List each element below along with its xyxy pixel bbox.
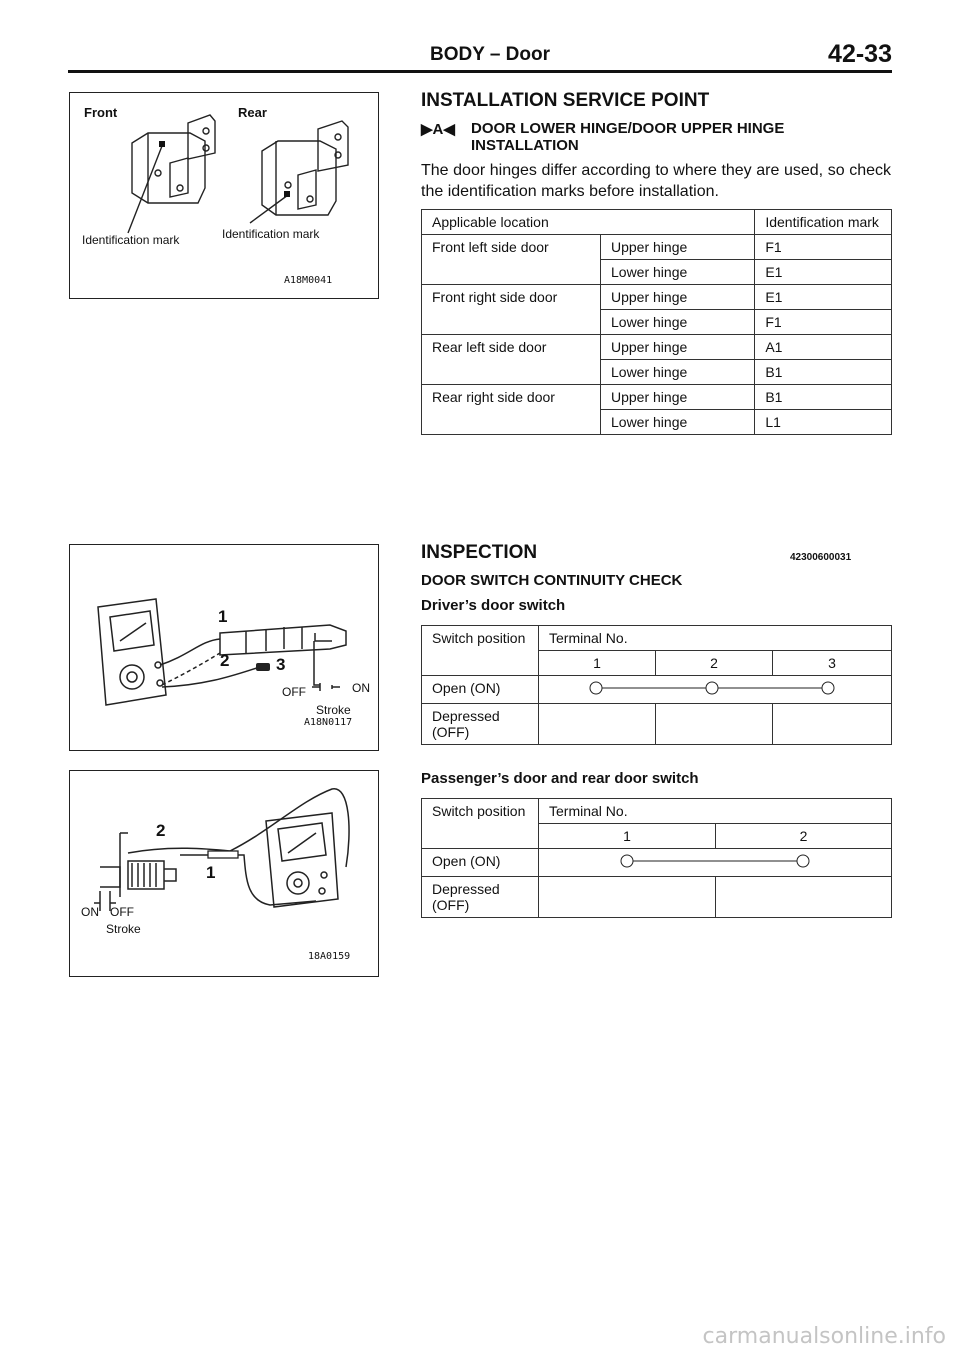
switch-position-cell: Open (ON): [422, 849, 539, 877]
passenger-switch-drawing: [70, 771, 379, 977]
empty-cell: [539, 704, 656, 745]
rear-label: Rear: [238, 105, 267, 120]
terminal-1-label: 1: [206, 863, 216, 882]
on-label: ON: [352, 681, 370, 695]
table-row: [422, 877, 892, 918]
mark-cell: B1: [755, 360, 892, 385]
table-row: [422, 385, 892, 410]
hinge-cell: Lower hinge: [601, 310, 755, 335]
terminal-number: 3: [773, 651, 892, 676]
page-section-title: BODY – Door: [429, 44, 550, 65]
door-cell: Front right side door: [422, 285, 601, 335]
page-number: 42-33: [828, 40, 892, 68]
door-cell: Rear right side door: [422, 385, 601, 435]
driver-switch-figure: [69, 544, 379, 751]
table-header-row: [422, 799, 892, 824]
hinge-cell: Lower hinge: [601, 360, 755, 385]
passenger-switch-figure: [69, 770, 379, 977]
terminal-3-label: 3: [276, 655, 286, 674]
table-row: [422, 285, 892, 310]
mark-cell: A1: [755, 335, 892, 360]
watermark: carmanualsonline.info: [702, 1324, 946, 1349]
id-mark-label-rear: Identification mark: [222, 227, 320, 241]
mark-cell: B1: [755, 385, 892, 410]
col-header-switch-position: Switch position: [422, 626, 539, 676]
table-row: [422, 849, 892, 877]
table-header-row: [422, 210, 892, 235]
inspection-heading: INSPECTION: [421, 542, 538, 563]
terminal-number: 2: [656, 651, 773, 676]
hinge-cell: Upper hinge: [601, 235, 755, 260]
mark-cell: E1: [755, 260, 892, 285]
hinge-identification-table: [421, 209, 892, 435]
hinge-figure: [69, 92, 379, 299]
hinge-cell: Lower hinge: [601, 410, 755, 435]
figure-code: A18N0117: [304, 717, 353, 728]
off-label: OFF: [282, 685, 306, 699]
mark-cell: E1: [755, 285, 892, 310]
hinge-cell: Upper hinge: [601, 285, 755, 310]
mark-cell: F1: [755, 310, 892, 335]
installation-subheading: DOOR LOWER HINGE/DOOR UPPER HINGE INSTALLATION: [471, 120, 785, 154]
figure-code: A18M0041: [284, 275, 333, 286]
continuity-check-heading: DOOR SWITCH CONTINUITY CHECK: [421, 572, 683, 589]
continuity-symbol: [539, 853, 889, 869]
on-label: ON: [81, 905, 99, 919]
passenger-switch-table: [421, 798, 892, 918]
door-cell: Front left side door: [422, 235, 601, 285]
passenger-switch-heading: Passenger’s door and rear door switch: [421, 770, 699, 787]
door-cell: Rear left side door: [422, 335, 601, 385]
empty-cell: [716, 877, 892, 918]
col-header-switch-position: Switch position: [422, 799, 539, 849]
hinge-cell: Lower hinge: [601, 260, 755, 285]
terminal-number: 1: [539, 651, 656, 676]
col-header-location: Applicable location: [422, 210, 755, 235]
stroke-label: Stroke: [316, 703, 351, 717]
hinge-cell: Upper hinge: [601, 335, 755, 360]
table-row: [422, 704, 892, 745]
hinge-drawing: [70, 93, 379, 299]
installation-paragraph: The door hinges differ according to where they are used, so check the identification marks before installation.: [421, 162, 891, 200]
front-label: Front: [84, 105, 118, 120]
header-rule: [68, 70, 892, 73]
empty-cell: [656, 704, 773, 745]
empty-cell: [773, 704, 892, 745]
inspection-code: 42300600031: [790, 552, 852, 563]
table-row: [422, 235, 892, 260]
continuity-cell: [539, 849, 892, 877]
driver-switch-table: [421, 625, 892, 745]
figure-code: 18A0159: [308, 951, 351, 962]
terminal-number: 1: [539, 824, 716, 849]
switch-position-cell: Open (ON): [422, 676, 539, 704]
continuity-cell: [539, 676, 892, 704]
stroke-label: Stroke: [106, 922, 141, 936]
id-mark-label-front: Identification mark: [82, 233, 180, 247]
terminal-2-label: 2: [156, 821, 166, 840]
col-header-mark: Identification mark: [755, 210, 892, 235]
table-row: [422, 335, 892, 360]
empty-cell: [539, 877, 716, 918]
col-header-terminal: Terminal No.: [539, 626, 892, 651]
table-row: [422, 676, 892, 704]
terminal-2-label: 2: [220, 651, 230, 670]
continuity-symbol: [539, 680, 889, 696]
col-header-terminal: Terminal No.: [539, 799, 892, 824]
terminal-number: 2: [716, 824, 892, 849]
mark-cell: F1: [755, 235, 892, 260]
off-label: OFF: [110, 905, 134, 919]
installation-heading: INSTALLATION SERVICE POINT: [421, 90, 710, 111]
terminal-1-label: 1: [218, 607, 228, 626]
hinge-cell: Upper hinge: [601, 385, 755, 410]
switch-position-cell: Depressed (OFF): [422, 877, 539, 918]
table-header-row: [422, 626, 892, 651]
mark-cell: L1: [755, 410, 892, 435]
switch-position-cell: Depressed (OFF): [422, 704, 539, 745]
installation-marker: ▶A◀: [421, 121, 455, 138]
driver-switch-heading: Driver’s door switch: [421, 597, 566, 614]
